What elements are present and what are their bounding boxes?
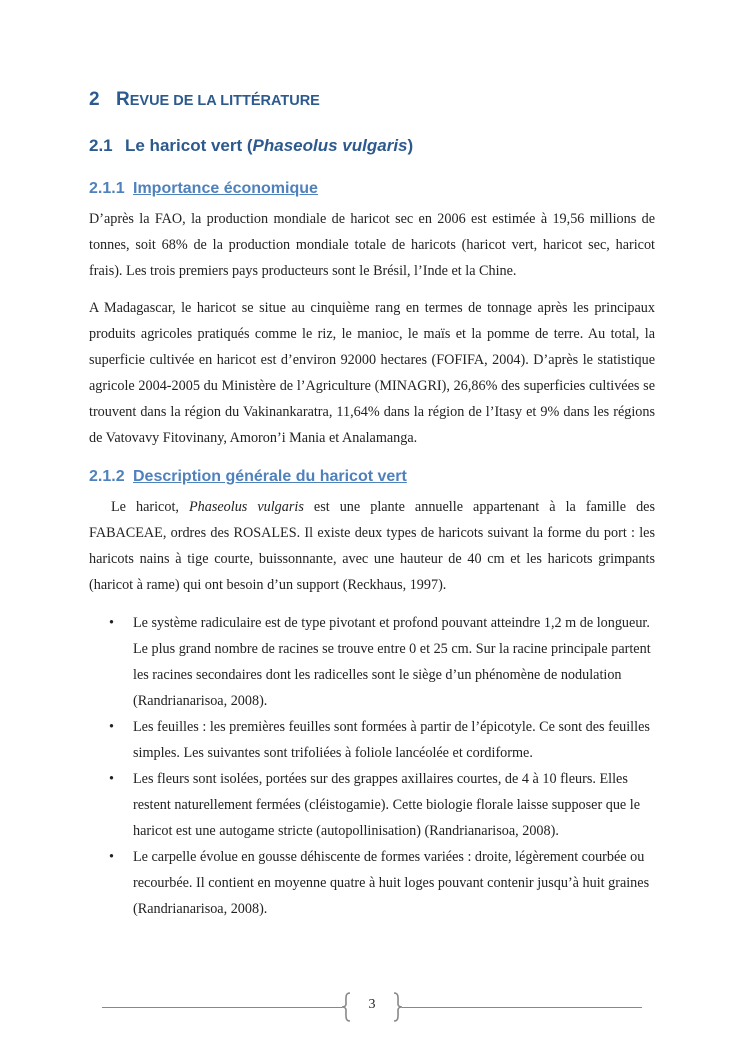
intro-prefix: Le haricot, [111, 499, 189, 515]
subsection-heading-description [89, 468, 407, 486]
intro-suffix: est une plante annuelle appartenant à la famille des FABACEAE, ordres des ROSALES. Il existe deux types de haricots suivant la forme du port : les haricots nains à tige courte, buissonnante, avec une hauteur de 40 cm et les haricots grimpants (haricot à rame) qui ont besoin d’un support (Reckhaus, 1997). [89, 499, 655, 593]
list-item [107, 610, 655, 714]
section-title-prefix: Le haricot vert ( [125, 136, 253, 155]
list-item-text: Le carpelle évolue en gousse déhiscente de formes variées : droite, légèrement courbée ou recourbée. Il contient en moyenne quatre à huit loges pouvant contenir jusqu’à huit graines (Randrianarisoa, 2008). [133, 849, 650, 917]
bullet-icon: • [109, 615, 114, 631]
left-bracket-icon [340, 992, 354, 1022]
list-item-text: Les fleurs sont isolées, portées sur des grappes axillaires courtes, de 4 à 10 fleurs. Elles restent naturellement fermées (cléistogamie). Cette biologie florale laisse supposer que le haricot est une autogame stricte (autopollinisation) (Randrianarisoa, 2008). [133, 771, 641, 839]
subsection-title: Description générale du haricot vert [133, 468, 407, 485]
subsection-number: 2.1.1 [89, 180, 125, 197]
list-item-text: Les feuilles : les premières feuilles sont formées à partir de l’épicotyle. Ce sont des feuilles simples. Les suivantes sont trifoliées à foliole lancéolée et cordiforme. [133, 719, 650, 761]
bullet-icon: • [109, 719, 114, 735]
paragraph-fao: D’après la FAO, la production mondiale de haricot sec en 2006 est estimée à 19,56 millions de tonnes, soit 68% de la production mondiale totale de haricots (haricot vert, haricot sec, haricot frais). Les trois premiers pays producteurs sont le Brésil, l’Inde et la Chine. [89, 211, 655, 279]
list-item [107, 714, 655, 766]
section-title-italic: Phaseolus vulgaris [252, 136, 408, 155]
intro-italic: Phaseolus vulgaris [188, 499, 304, 515]
section-title-suffix: ) [407, 136, 414, 155]
page-number: 3 [368, 997, 376, 1012]
paragraph-madagascar: A Madagascar, le haricot se situe au cinquième rang en termes de tonnage après les principaux produits agricoles pratiqués comme le riz, le manioc, le maïs et la pomme de terre. Au total, la superficie cultivée en haricot est d’environ 92000 hectares (FOFIFA, 2004). D’après le statistique agricole 2004-2005 du Ministère de l’Agriculture (MINAGRI), 26,86% des superficies cultivées se trouvent dans la région du Vakinankaratra, 11,64% dans la région de l’Itasy et 9% dans les régions de Vatovavy Fitovinany, Amoron’i Mania et Analamanga. [89, 300, 655, 446]
bullet-icon: • [109, 849, 114, 865]
list-item [107, 766, 655, 844]
section-heading [89, 136, 413, 156]
footer-rule-right [402, 1007, 642, 1008]
list-item-text: Le système radiculaire est de type pivotant et profond pouvant atteindre 1,2 m de longueur. Le plus grand nombre de racines se trouve entre 0 et 25 cm. Sur la racine principale partent les racines secondaires dont les radicelles sont le siège d’un phénomène de nodulation (Randrianarisoa, 2008). [133, 615, 651, 709]
chapter-number: 2 [89, 89, 100, 110]
chapter-heading [89, 89, 320, 111]
chapter-title-rest: EVUE DE LA LITTÉRATURE [129, 93, 320, 109]
chapter-title-initial: R [116, 89, 130, 110]
list-item [107, 844, 655, 922]
subsection-number: 2.1.2 [89, 468, 125, 485]
subsection-title: Importance économique [133, 180, 318, 197]
paragraph-intro [89, 494, 655, 598]
bullet-icon: • [109, 771, 114, 787]
footer-rule-left [102, 1007, 342, 1008]
subsection-heading-economic [89, 180, 318, 198]
description-bullet-list [107, 610, 655, 922]
section-number: 2.1 [89, 136, 113, 155]
